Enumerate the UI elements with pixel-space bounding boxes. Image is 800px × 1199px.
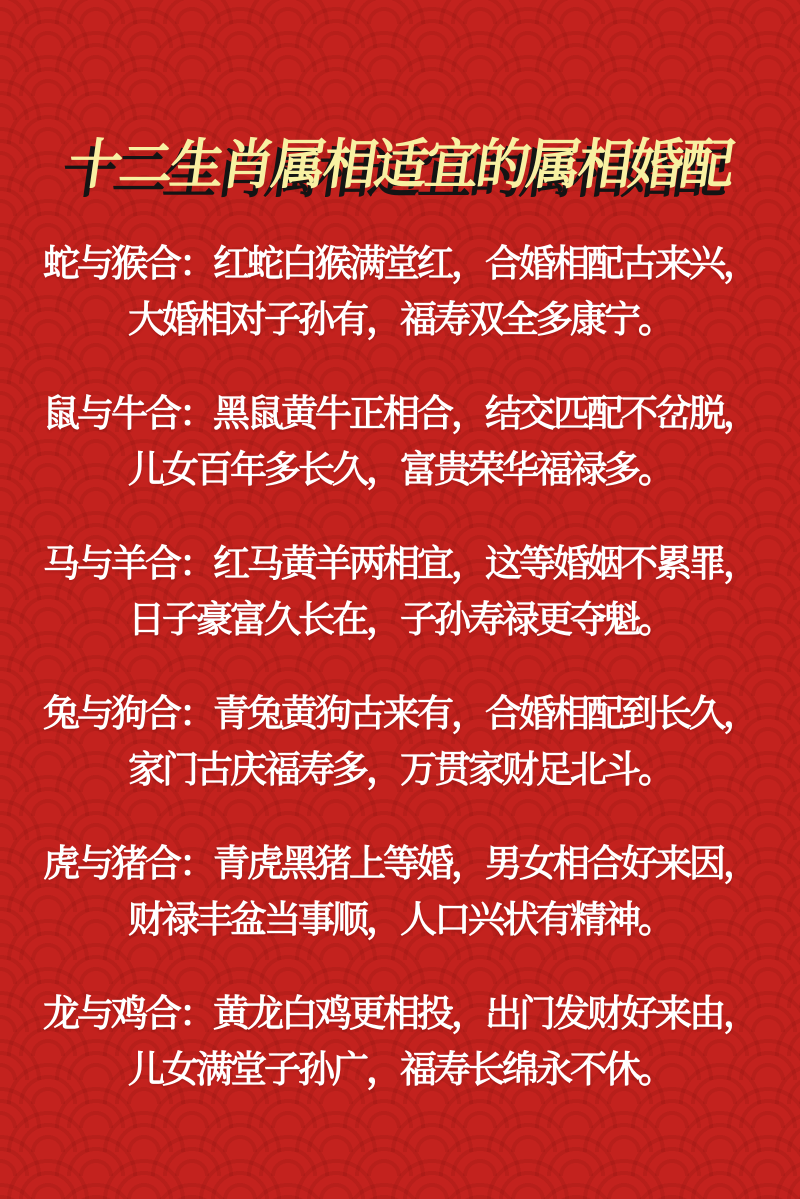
zodiac-pair-rat-ox xyxy=(20,386,780,498)
paragraph-line: 家门古庆福寿多，万贯家财足北斗。 xyxy=(128,749,672,790)
zodiac-pair-horse-goat xyxy=(20,536,780,648)
zodiac-pair-dragon-rooster xyxy=(20,986,780,1098)
paragraph-line: 蛇与猴合：红蛇白猴满堂红，合婚相配古来兴， xyxy=(43,243,757,284)
paragraph-line: 大婚相对子孙有，福寿双全多康宁。 xyxy=(128,299,672,340)
paragraph-line: 马与羊合：红马黄羊两相宜，这等婚姻不累罪， xyxy=(43,543,757,584)
paragraph-line: 儿女满堂子孙广，福寿长绵永不休。 xyxy=(128,1049,672,1090)
zodiac-pair-tiger-pig xyxy=(20,836,780,948)
zodiac-pair-rabbit-dog xyxy=(20,686,780,798)
paragraph-line: 鼠与牛合：黑鼠黄牛正相合，结交匹配不岔脱， xyxy=(43,393,757,434)
paragraph-line: 兔与狗合：青兔黄狗古来有，合婚相配到长久， xyxy=(43,693,757,734)
paragraph-line: 财禄丰盆当事顺，人口兴状有精神。 xyxy=(128,899,672,940)
paragraph-line: 虎与猪合：青虎黑猪上等婚，男女相合好来因， xyxy=(43,843,757,884)
zodiac-pair-snake-monkey xyxy=(20,236,780,348)
paragraph-line: 日子豪富久长在，子孙寿禄更夺魁。 xyxy=(128,599,672,640)
paragraph-line: 龙与鸡合：黄龙白鸡更相投，出门发财好来由， xyxy=(43,993,757,1034)
paragraph-line: 儿女百年多长久，富贵荣华福禄多。 xyxy=(128,449,672,490)
page-title: 十二生肖属相适宜的属相婚配 xyxy=(64,135,736,195)
paragraph-list xyxy=(0,236,800,1098)
